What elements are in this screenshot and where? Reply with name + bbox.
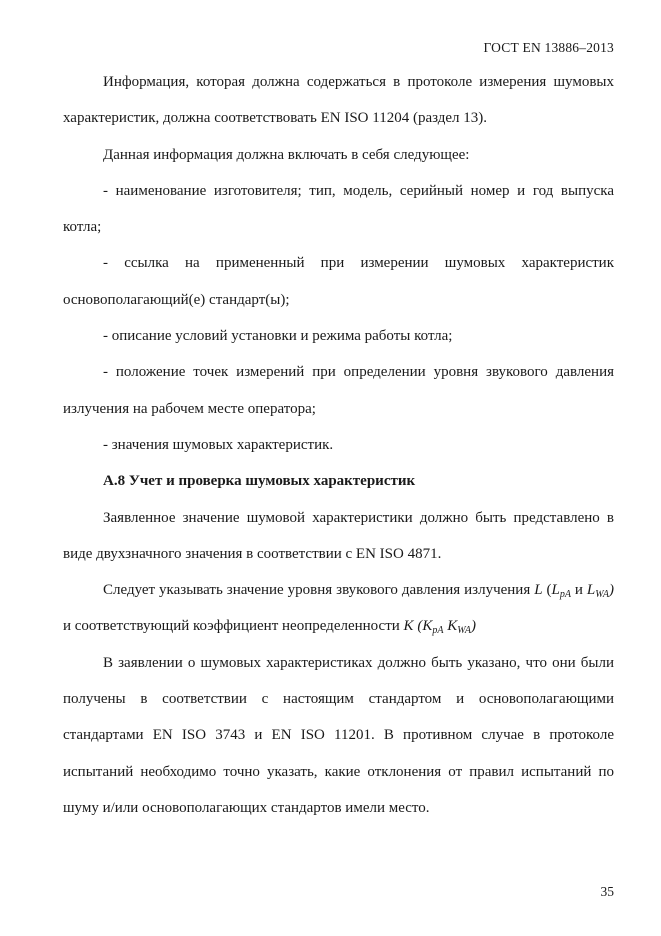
symbol-KWA	[447, 618, 471, 637]
paren-close: )	[609, 582, 614, 599]
symbol-LpA-sub: pA	[559, 589, 571, 601]
standard-code-header: ГОСТ EN 13886–2013	[483, 40, 614, 55]
symbol-K: K	[403, 618, 414, 635]
paragraph-sound-pressure	[63, 572, 614, 645]
paragraph-info-includes: Данная информация должна включать в себя следующее:	[103, 146, 470, 163]
symbol-LWA-sub: WA	[595, 589, 609, 601]
symbol-LWA-main: L	[586, 582, 596, 599]
sound-pressure-text-1: Следует указывать значение уровня звукового давления излучения	[103, 582, 535, 599]
paren-open: (	[542, 582, 552, 599]
symbol-KpA-main: K	[422, 618, 433, 635]
symbol-KpA-sub: pA	[432, 625, 444, 637]
list-item-installation-conditions: - описание условий установки и режима работы котла;	[103, 328, 453, 345]
list-item-measurement-points: - положение точек измерений при определении уровня звукового давления излучения на рабочем месте оператора;	[63, 364, 614, 417]
paragraph-declaration-conformity: В заявлении о шумовых характеристиках должно быть указано, что они были получены в соответствии с настоящим стандартом и основополагающими стандартами EN ISO 3743 и EN ISO 11201. В противном случае в протоколе испытаний необходимо точно указать, какие отклонения от правил испытаний по шуму и/или основополагающих стандартов имели место.	[63, 654, 614, 816]
list-item-standards-reference: - ссылка на примененный при измерении шумовых характеристик основополагающий(е) стандарт(ы);	[63, 255, 614, 308]
paren-close-k: )	[470, 618, 476, 635]
symbol-LWA	[586, 582, 609, 601]
sound-pressure-text-2: и соответствующий коэффициент неопределенности	[63, 618, 404, 635]
symbol-LpA	[551, 582, 571, 601]
section-heading-a8: А.8 Учет и проверка шумовых характеристик	[103, 473, 416, 490]
symbol-LpA-main: L	[551, 582, 560, 599]
symbol-KWA-sub: WA	[457, 625, 471, 637]
symbol-KWA-main: K	[447, 618, 458, 635]
paren-open-k: (	[413, 618, 423, 635]
list-item-noise-values: - значения шумовых характеристик.	[103, 436, 334, 453]
symbol-KpA	[422, 618, 444, 637]
paragraph-report-info: Информация, которая должна содержаться в протоколе измерения шумовых характеристик, должна соответствовать EN ISO 11204 (раздел 13).	[63, 74, 614, 127]
paragraph-declared-value: Заявленное значение шумовой характеристики должно быть представлено в виде двухзначного значения в соответствии с EN ISO 4871.	[63, 509, 614, 562]
list-item-manufacturer: - наименование изготовителя; тип, модель, серийный номер и год выпуска котла;	[63, 182, 614, 236]
document-body	[63, 64, 614, 826]
symbol-L: L	[534, 582, 543, 599]
conjunction-and: и	[570, 582, 587, 599]
page-number: 35	[600, 884, 614, 899]
